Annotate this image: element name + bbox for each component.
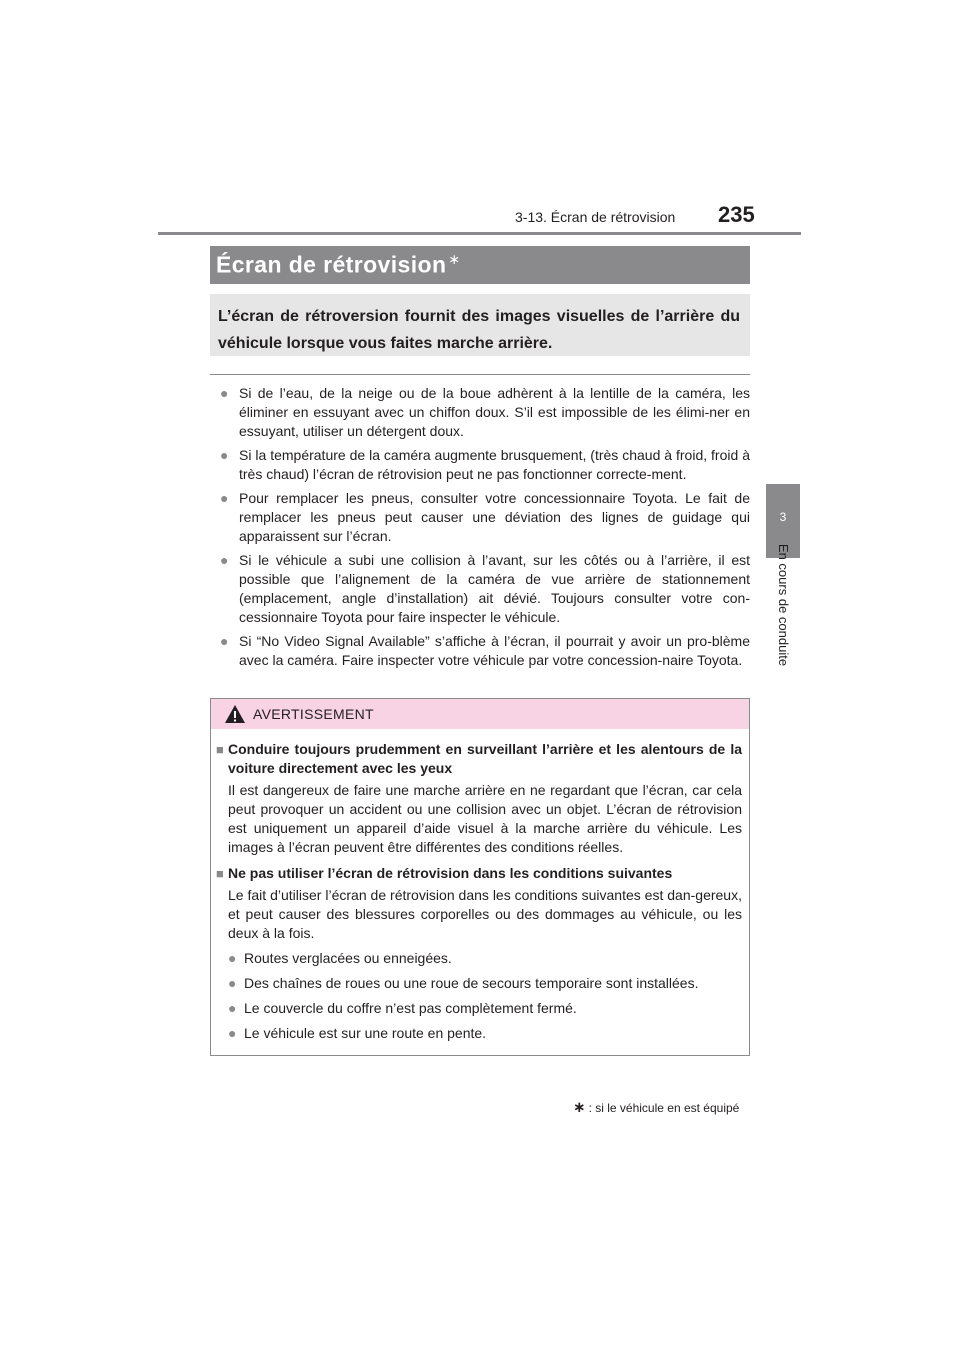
list-item: ● Routes verglacées ou enneigées. <box>228 950 452 966</box>
asterisk-icon: ∗ <box>573 1099 586 1116</box>
bullet-icon: ● <box>228 1025 237 1041</box>
list-item: ● Des chaînes de roues ou une roue de secours temporaire sont installées. <box>228 975 699 991</box>
separator-rule <box>210 374 750 375</box>
chapter-label: En cours de conduite <box>776 543 791 667</box>
warning-section-text: Il est dangereux de faire une marche arrière en ne regardant que l’écran, car cela peut provoquer un accident ou une collision avec un objet. L’écran de rétrovision est uniquement un appareil d’aide visuel à la marche arrière du véhicule. Les images à l’écran peuvent être différentes des conditions réelles. <box>228 782 742 855</box>
warning-section <box>216 740 742 857</box>
condition-list <box>216 949 742 1043</box>
header-rule <box>158 232 801 235</box>
list-item: ● Le véhicule est sur une route en pente. <box>228 1025 487 1041</box>
warning-triangle-icon <box>224 704 246 724</box>
warning-title: AVERTISSEMENT <box>253 706 374 722</box>
footnote <box>573 1098 739 1116</box>
page-number: 235 <box>718 202 755 227</box>
page-title-text: Écran de rétrovision <box>216 251 447 278</box>
warning-section-heading: ■ Conduire toujours prudemment en surveillant l’arrière et les alentours de la voiture directement avec les yeux <box>216 741 742 776</box>
bullet-icon: ● <box>220 447 229 463</box>
bullet-icon: ● <box>220 633 229 649</box>
bullet-icon: ● <box>220 490 229 506</box>
list-item: ● Si “No Video Signal Available” s’affiche à l’écran, il pourrait y avoir un pro-blème avec la caméra. Faire inspecter votre véhicule par votre concession-naire Toyota. <box>220 633 750 668</box>
warning-section <box>216 864 742 1043</box>
square-bullet-icon: ■ <box>216 866 224 881</box>
bullet-icon: ● <box>220 552 229 568</box>
chapter-tab-number: 3 <box>779 510 787 524</box>
page-title <box>216 251 461 279</box>
intro-text: L’écran de rétroversion fournit des images visuelles de l’arrière du véhicule lorsque vous faites marche arrière. <box>218 308 740 352</box>
footnote-text: : si le véhicule en est équipé <box>588 1101 740 1115</box>
warning-section-text: Le fait d’utiliser l’écran de rétrovision dans les conditions suivantes est dan-gereux, et peut causer des blessures corporelles ou des dommages au véhicule, ou les deux à la fois. <box>228 887 742 941</box>
list-item: ● Si le véhicule a subi une collision à l’avant, sur les côtés ou à l’arrière, il est possible que l’alignement de la caméra de vue arrière de stationnement (emplacement, angle d’installation) ait dévié. Toujours consulter votre con-cessionnaire Toyota pour faire inspecter le véhicule. <box>220 552 750 625</box>
bullet-icon: ● <box>228 1000 237 1016</box>
list-item: ● Si de l’eau, de la neige ou de la boue adhèrent à la lentille de la caméra, les éliminer en essuyant avec un chiffon doux. S’il est impossible de les élimi-ner en essuyant, utiliser un détergent doux. <box>220 385 750 439</box>
list-item: ● Pour remplacer les pneus, consulter votre concessionnaire Toyota. Le fait de remplacer les pneus peut causer une déviation des lignes de guidage qui apparaissent sur l’écran. <box>220 490 750 544</box>
warning-section-heading: ■ Ne pas utiliser l’écran de rétrovision dans les conditions suivantes <box>216 865 673 881</box>
bullet-icon: ● <box>228 950 237 966</box>
square-bullet-icon: ■ <box>216 742 224 757</box>
section-title: 3-13. Écran de rétrovision <box>515 209 676 225</box>
bullet-icon: ● <box>220 385 229 401</box>
list-item: ● Le couvercle du coffre n’est pas complètement fermé. <box>228 1000 577 1016</box>
asterisk-icon: ∗ <box>448 251 461 267</box>
info-bullet-list <box>220 384 750 675</box>
bullet-icon: ● <box>228 975 237 991</box>
list-item: ● Si la température de la caméra augmente brusquement, (très chaud à froid, froid à très chaud) l’écran de rétrovision peut ne pas fonctionner correcte-ment. <box>220 447 750 482</box>
warning-body <box>216 740 742 1050</box>
